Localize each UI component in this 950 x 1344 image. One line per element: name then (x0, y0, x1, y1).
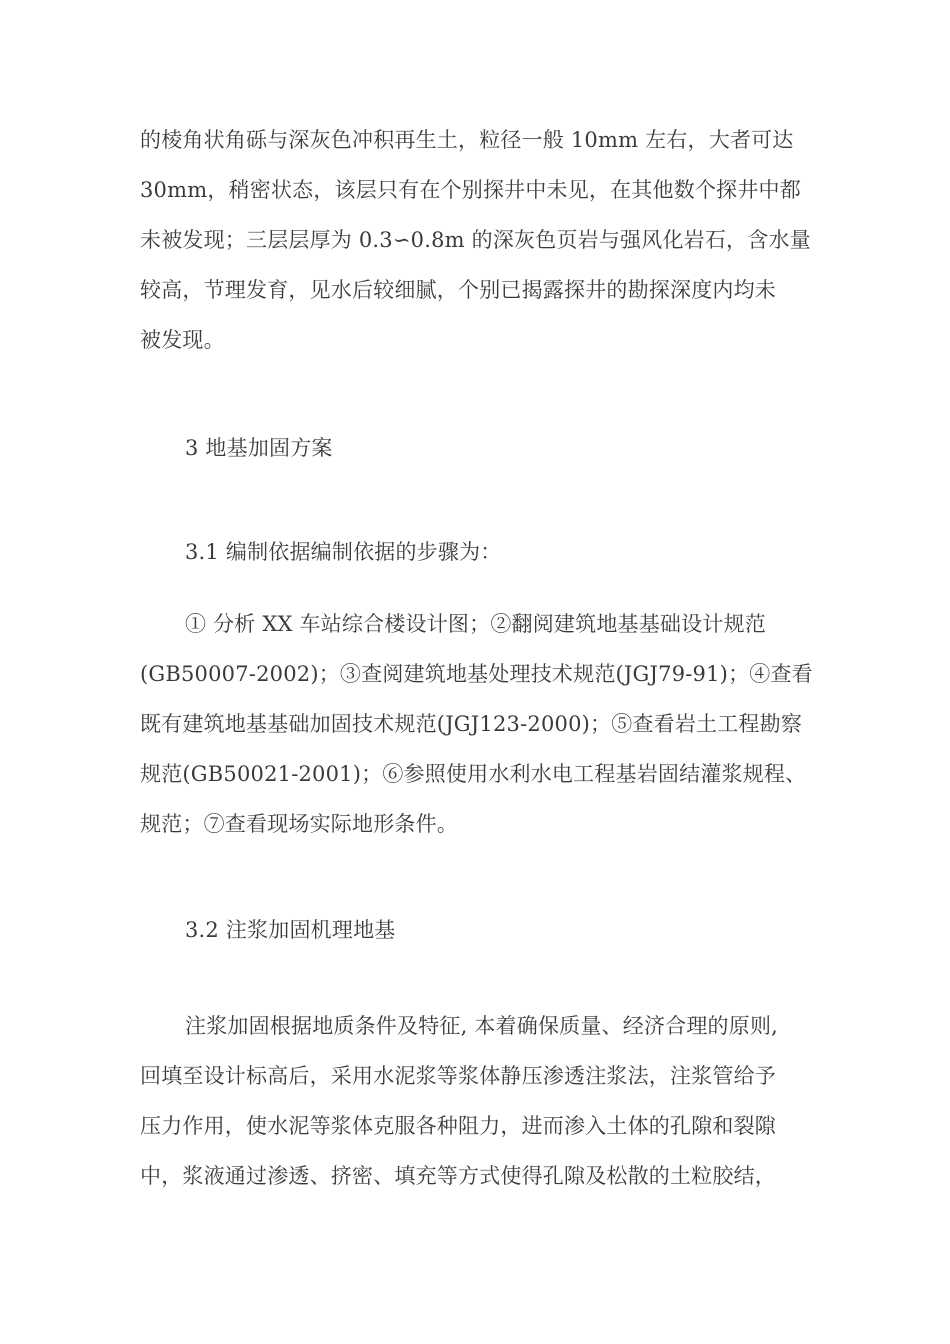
paragraph-line: 注浆加固根据地质条件及特征, 本着确保质量、经济合理的原则, (185, 1014, 779, 1038)
paragraph-line: 压力作用，使水泥等浆体克服各种阻力，进而渗入土体的孔隙和裂隙 (140, 1114, 776, 1138)
section-heading: 3 地基加固方案 (185, 436, 333, 460)
paragraph-line: 的棱角状角砾与深灰色冲积再生土，粒径一般 10mm 左右，大者可达 (140, 128, 794, 152)
paragraph-line: (GB50007-2002)；③查阅建筑地基处理技术规范(JGJ79-91)；④查看 (140, 662, 813, 686)
paragraph-line: 30mm，稍密状态，该层只有在个别探井中未见，在其他数个探井中都 (140, 178, 801, 202)
paragraph-line: 中，浆液通过渗透、挤密、填充等方式使得孔隙及松散的土粒胶结， (140, 1164, 776, 1188)
subsection-heading: 3.1 编制依据编制依据的步骤为： (185, 540, 502, 564)
paragraph-line: 既有建筑地基基础加固技术规范(JGJ123-2000)；⑤查看岩土工程勘察 (140, 712, 803, 736)
paragraph-line: 较高，节理发育，见水后较细腻，个别已揭露探井的勘探深度内均未 (140, 278, 776, 302)
paragraph-line: ① 分析 XX 车站综合楼设计图；②翻阅建筑地基基础设计规范 (185, 612, 766, 636)
subsection-heading: 3.2 注浆加固机理地基 (185, 918, 396, 942)
paragraph-line: 未被发现；三层层厚为 0.3∽0.8m 的深灰色页岩与强风化岩石，含水量 (140, 228, 811, 252)
paragraph-line: 被发现。 (140, 328, 225, 352)
paragraph-line: 规范；⑦查看现场实际地形条件。 (140, 812, 458, 836)
paragraph-line: 回填至设计标高后，采用水泥浆等浆体静压渗透注浆法，注浆管给予 (140, 1064, 776, 1088)
paragraph-line: 规范(GB50021-2001)；⑥参照使用水利水电工程基岩固结灌浆规程、 (140, 762, 807, 786)
